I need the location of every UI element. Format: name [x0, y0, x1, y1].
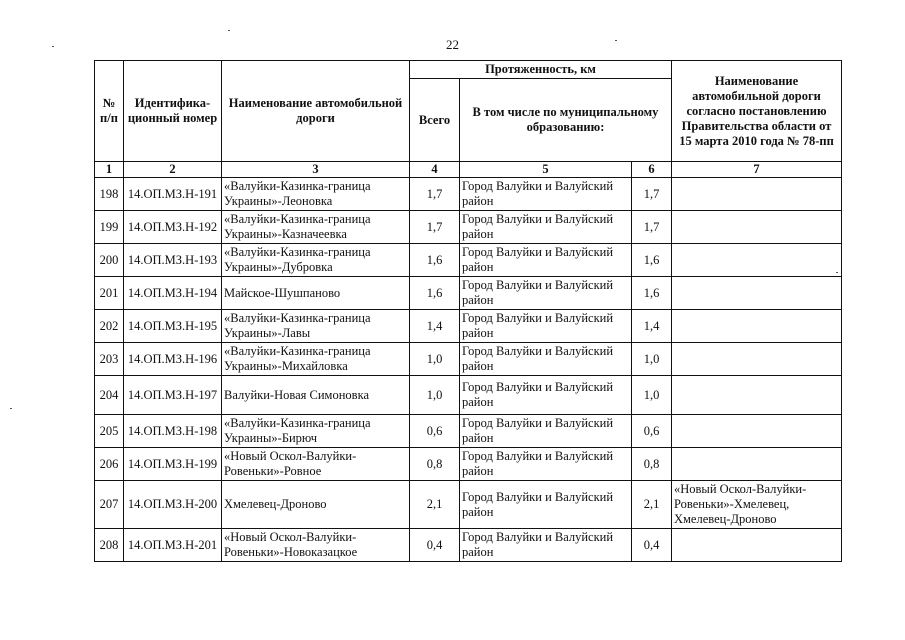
header-road-name: Наименование автомобильной дороги [222, 61, 410, 162]
road-id: 14.ОП.МЗ.Н-195 [124, 310, 222, 343]
road-name: Валуйки-Новая Симоновка [222, 376, 410, 415]
scan-speck [10, 408, 12, 409]
road-length-municipal: 1,6 [632, 277, 672, 310]
road-id: 14.ОП.МЗ.Н-197 [124, 376, 222, 415]
road-name: «Валуйки-Казинка-граница Украины»-Бирюч [222, 415, 410, 448]
resolution-road-name [672, 529, 842, 562]
road-id: 14.ОП.МЗ.Н-200 [124, 481, 222, 529]
municipality: Город Валуйки и Валуйский район [460, 178, 632, 211]
table-row [95, 448, 842, 481]
header-total: Всего [410, 79, 460, 162]
road-id: 14.ОП.МЗ.Н-192 [124, 211, 222, 244]
road-id: 14.ОП.МЗ.Н-199 [124, 448, 222, 481]
header-id: Идентифика-ционный номер [124, 61, 222, 162]
table-row [95, 244, 842, 277]
row-number: 202 [95, 310, 124, 343]
row-number: 199 [95, 211, 124, 244]
municipality: Город Валуйки и Валуйский район [460, 481, 632, 529]
road-length-total: 1,6 [410, 244, 460, 277]
road-length-municipal: 1,0 [632, 343, 672, 376]
road-name: «Валуйки-Казинка-граница Украины»-Михайловка [222, 343, 410, 376]
table-row [95, 529, 842, 562]
row-number: 200 [95, 244, 124, 277]
page-number: 22 [446, 37, 459, 52]
resolution-road-name [672, 376, 842, 415]
road-length-municipal: 1,4 [632, 310, 672, 343]
road-length-municipal: 2,1 [632, 481, 672, 529]
road-length-total: 1,0 [410, 343, 460, 376]
road-name: «Валуйки-Казинка-граница Украины»-Дубровка [222, 244, 410, 277]
municipality: Город Валуйки и Валуйский район [460, 244, 632, 277]
column-number: 6 [632, 162, 672, 178]
column-number: 2 [124, 162, 222, 178]
row-number: 201 [95, 277, 124, 310]
road-id: 14.ОП.МЗ.Н-194 [124, 277, 222, 310]
scan-speck [52, 46, 54, 47]
road-name: «Новый Оскол-Валуйки-Ровеньки»-Новоказацкое [222, 529, 410, 562]
road-length-total: 1,7 [410, 178, 460, 211]
resolution-road-name [672, 277, 842, 310]
road-length-municipal: 1,7 [632, 178, 672, 211]
table-row [95, 310, 842, 343]
road-length-total: 1,0 [410, 376, 460, 415]
table-row [95, 376, 842, 415]
road-length-total: 1,7 [410, 211, 460, 244]
roads-table [94, 60, 842, 562]
row-number: 204 [95, 376, 124, 415]
row-number: 207 [95, 481, 124, 529]
road-id: 14.ОП.МЗ.Н-198 [124, 415, 222, 448]
road-length-total: 0,6 [410, 415, 460, 448]
municipality: Город Валуйки и Валуйский район [460, 415, 632, 448]
road-id: 14.ОП.МЗ.Н-196 [124, 343, 222, 376]
resolution-road-name [672, 415, 842, 448]
municipality: Город Валуйки и Валуйский район [460, 310, 632, 343]
road-length-total: 2,1 [410, 481, 460, 529]
road-length-municipal: 1,6 [632, 244, 672, 277]
resolution-road-name [672, 343, 842, 376]
table-row [95, 415, 842, 448]
road-length-municipal: 1,0 [632, 376, 672, 415]
row-number: 198 [95, 178, 124, 211]
row-number: 205 [95, 415, 124, 448]
municipality: Город Валуйки и Валуйский район [460, 211, 632, 244]
road-length-total: 0,4 [410, 529, 460, 562]
municipality: Город Валуйки и Валуйский район [460, 448, 632, 481]
road-name: «Валуйки-Казинка-граница Украины»-Лавы [222, 310, 410, 343]
column-number: 7 [672, 162, 842, 178]
road-length-total: 0,8 [410, 448, 460, 481]
table-row [95, 343, 842, 376]
municipality: Город Валуйки и Валуйский район [460, 277, 632, 310]
scan-speck [228, 30, 230, 31]
table-row [95, 277, 842, 310]
header-resolution-name: Наименование автомобильной дороги согласно постановлению Правительства области от 15 марта 2010 года № 78-пп [672, 61, 842, 162]
road-name: «Валуйки-Казинка-граница Украины»-Казначеевка [222, 211, 410, 244]
road-name: «Новый Оскол-Валуйки-Ровеньки»-Ровное [222, 448, 410, 481]
road-length-municipal: 1,7 [632, 211, 672, 244]
road-length-total: 1,6 [410, 277, 460, 310]
road-name: Майское-Шушпаново [222, 277, 410, 310]
header-municipal: В том числе по муниципальному образованию: [460, 79, 672, 162]
municipality: Город Валуйки и Валуйский район [460, 529, 632, 562]
column-number: 1 [95, 162, 124, 178]
road-length-municipal: 0,4 [632, 529, 672, 562]
column-number: 4 [410, 162, 460, 178]
road-id: 14.ОП.МЗ.Н-193 [124, 244, 222, 277]
road-id: 14.ОП.МЗ.Н-201 [124, 529, 222, 562]
road-length-municipal: 0,6 [632, 415, 672, 448]
road-name: Хмелевец-Дроново [222, 481, 410, 529]
resolution-road-name [672, 178, 842, 211]
road-length-total: 1,4 [410, 310, 460, 343]
resolution-road-name [672, 310, 842, 343]
resolution-road-name [672, 211, 842, 244]
municipality: Город Валуйки и Валуйский район [460, 343, 632, 376]
road-name: «Валуйки-Казинка-граница Украины»-Леоновка [222, 178, 410, 211]
header-length-group: Протяженность, км [410, 61, 672, 79]
scan-speck [615, 40, 617, 41]
road-length-municipal: 0,8 [632, 448, 672, 481]
road-id: 14.ОП.МЗ.Н-191 [124, 178, 222, 211]
column-number: 5 [460, 162, 632, 178]
municipality: Город Валуйки и Валуйский район [460, 376, 632, 415]
resolution-road-name: «Новый Оскол-Валуйки-Ровеньки»-Хмелевец, Хмелевец-Дроново [672, 481, 842, 529]
resolution-road-name [672, 244, 842, 277]
row-number: 206 [95, 448, 124, 481]
header-num: № п/п [95, 61, 124, 162]
row-number: 203 [95, 343, 124, 376]
resolution-road-name [672, 448, 842, 481]
row-number: 208 [95, 529, 124, 562]
table-row [95, 481, 842, 529]
table-row [95, 178, 842, 211]
column-number: 3 [222, 162, 410, 178]
table-row [95, 211, 842, 244]
